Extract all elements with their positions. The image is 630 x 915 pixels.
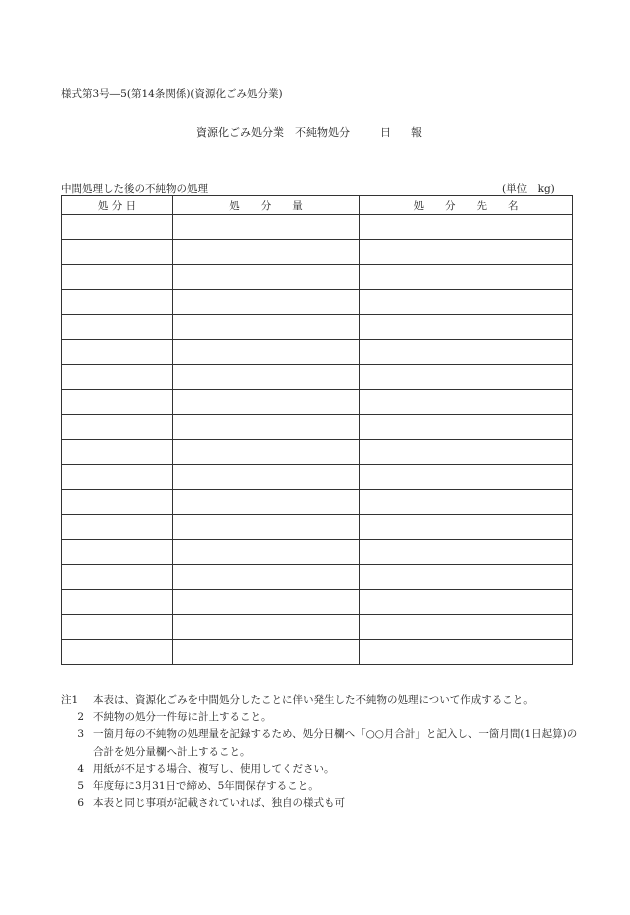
section-label: 中間処理した後の不純物の処理 <box>61 183 208 195</box>
note-text: 本表は、資源化ごみを中間処分したことに伴い発生した不純物の処理について作成すること。 <box>93 694 534 706</box>
table-row <box>62 415 573 440</box>
amount-cell[interactable] <box>173 640 360 665</box>
date-cell[interactable] <box>62 465 173 490</box>
destination-cell[interactable] <box>360 640 573 665</box>
date-cell[interactable] <box>62 315 173 340</box>
note-text: 不純物の処分一件毎に計上すること。 <box>93 711 272 724</box>
date-cell[interactable] <box>62 615 173 640</box>
destination-cell[interactable] <box>360 540 573 565</box>
table-row <box>62 215 573 240</box>
note-number: 6 <box>77 797 84 810</box>
note-number: 3 <box>77 728 84 741</box>
disposal-log-table <box>61 195 573 665</box>
note-item <box>61 761 581 778</box>
date-cell[interactable] <box>62 240 173 265</box>
table-row <box>62 465 573 490</box>
table-row <box>62 315 573 340</box>
destination-cell[interactable] <box>360 615 573 640</box>
amount-cell[interactable] <box>173 365 360 390</box>
date-cell[interactable] <box>62 490 173 515</box>
amount-cell[interactable] <box>173 515 360 540</box>
document-title <box>196 124 422 140</box>
column-header-amount: 処 分 量 <box>173 196 360 215</box>
note-item <box>61 692 581 709</box>
date-cell[interactable] <box>62 290 173 315</box>
amount-cell[interactable] <box>173 565 360 590</box>
note-item <box>61 778 581 795</box>
note-number: 注1 <box>61 694 79 706</box>
note-number: 2 <box>77 711 84 724</box>
amount-cell[interactable] <box>173 290 360 315</box>
table-row <box>62 265 573 290</box>
amount-cell[interactable] <box>173 315 360 340</box>
note-item <box>61 795 581 812</box>
notes <box>61 692 581 812</box>
amount-cell[interactable] <box>173 265 360 290</box>
amount-cell[interactable] <box>173 590 360 615</box>
amount-cell[interactable] <box>173 390 360 415</box>
table-row <box>62 615 573 640</box>
destination-cell[interactable] <box>360 515 573 540</box>
destination-cell[interactable] <box>360 440 573 465</box>
note-item <box>61 709 581 726</box>
table-body <box>62 215 573 665</box>
note-number: 4 <box>77 762 84 775</box>
destination-cell[interactable] <box>360 590 573 615</box>
amount-cell[interactable] <box>173 340 360 365</box>
destination-cell[interactable] <box>360 490 573 515</box>
title-report: 報 <box>411 126 422 139</box>
amount-cell[interactable] <box>173 215 360 240</box>
destination-cell[interactable] <box>360 215 573 240</box>
destination-cell[interactable] <box>360 465 573 490</box>
column-header-date: 処 分 日 <box>62 196 173 215</box>
date-cell[interactable] <box>62 540 173 565</box>
amount-cell[interactable] <box>173 440 360 465</box>
unit-label: (単位 kg) <box>502 183 555 195</box>
date-cell[interactable] <box>62 365 173 390</box>
destination-cell[interactable] <box>360 240 573 265</box>
amount-cell[interactable] <box>173 540 360 565</box>
note-number: 5 <box>77 780 84 793</box>
date-cell[interactable] <box>62 265 173 290</box>
title-day: 日 <box>380 126 391 139</box>
column-header-destination: 処 分 先 名 <box>360 196 573 215</box>
destination-cell[interactable] <box>360 315 573 340</box>
date-cell[interactable] <box>62 390 173 415</box>
date-cell[interactable] <box>62 215 173 240</box>
table-row <box>62 565 573 590</box>
date-cell[interactable] <box>62 515 173 540</box>
date-cell[interactable] <box>62 340 173 365</box>
table-row <box>62 390 573 415</box>
amount-cell[interactable] <box>173 615 360 640</box>
title-main: 資源化ごみ処分業 不純物処分 <box>196 126 350 139</box>
destination-cell[interactable] <box>360 390 573 415</box>
table-row <box>62 240 573 265</box>
destination-cell[interactable] <box>360 290 573 315</box>
table-row <box>62 440 573 465</box>
note-text: 本表と同じ事項が記載されていれば、独自の様式も可 <box>93 797 345 810</box>
date-cell[interactable] <box>62 440 173 465</box>
amount-cell[interactable] <box>173 415 360 440</box>
table-row <box>62 365 573 390</box>
date-cell[interactable] <box>62 565 173 590</box>
date-cell[interactable] <box>62 640 173 665</box>
date-cell[interactable] <box>62 590 173 615</box>
table-row <box>62 290 573 315</box>
form-number: 様式第3号―5(第14条関係)(資源化ごみ処分業) <box>61 88 283 100</box>
destination-cell[interactable] <box>360 340 573 365</box>
note-text: 一箇月毎の不純物の処理量を記録するため、処分日欄へ「○○月合計」と記入し、一箇月間(1日起算)の合計を処分量欄へ計上すること。 <box>93 728 578 758</box>
note-item <box>61 726 581 760</box>
table-row <box>62 640 573 665</box>
amount-cell[interactable] <box>173 465 360 490</box>
destination-cell[interactable] <box>360 565 573 590</box>
note-text: 年度毎に3月31日で締め、5年間保存すること。 <box>93 780 319 793</box>
table-row <box>62 490 573 515</box>
destination-cell[interactable] <box>360 365 573 390</box>
note-text: 用紙が不足する場合、複写し、使用してください。 <box>93 762 335 775</box>
destination-cell[interactable] <box>360 265 573 290</box>
amount-cell[interactable] <box>173 240 360 265</box>
table-header-row <box>62 196 573 215</box>
table-row <box>62 515 573 540</box>
table-row <box>62 590 573 615</box>
amount-cell[interactable] <box>173 490 360 515</box>
table-row <box>62 340 573 365</box>
destination-cell[interactable] <box>360 415 573 440</box>
date-cell[interactable] <box>62 415 173 440</box>
table-row <box>62 540 573 565</box>
